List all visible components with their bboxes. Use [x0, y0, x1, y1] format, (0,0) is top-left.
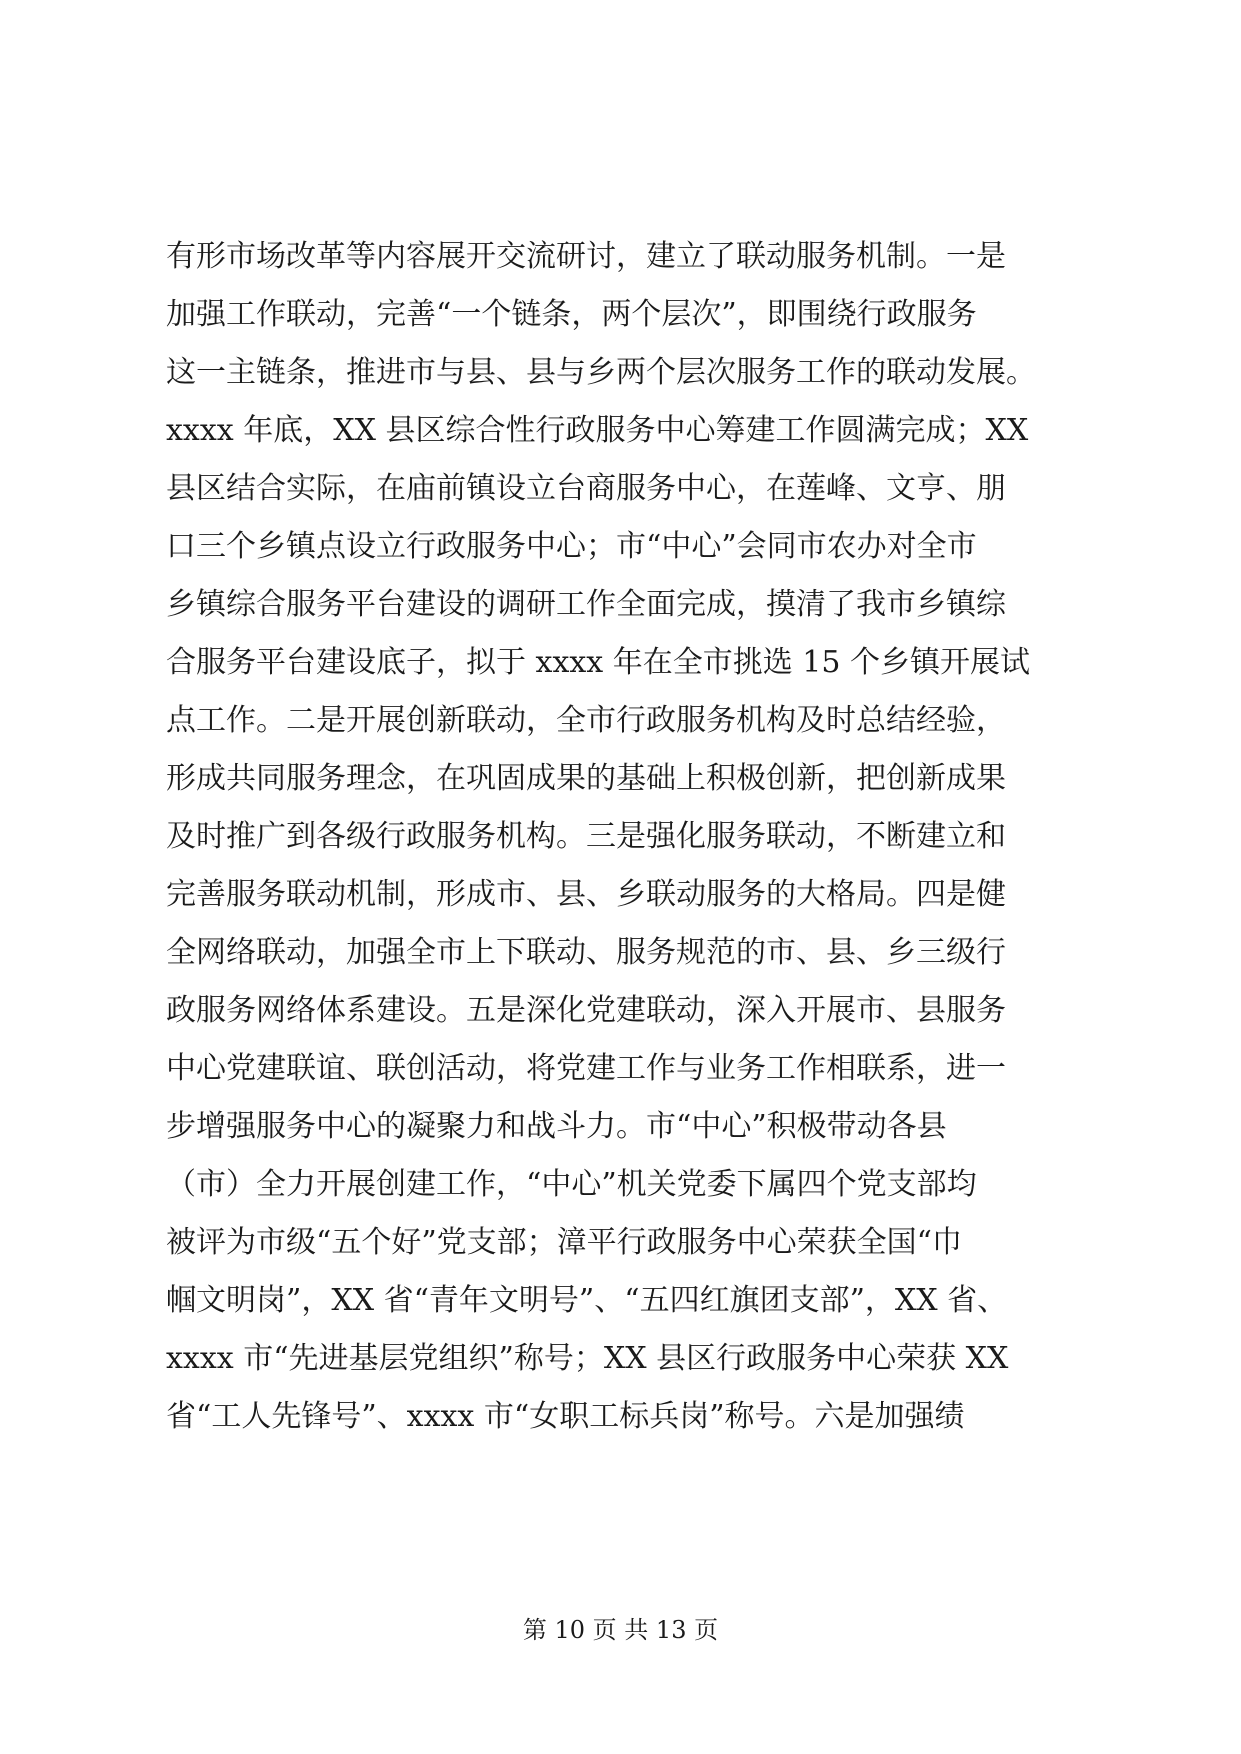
text-line: 全网络联动，加强全市上下联动、服务规范的市、县、乡三级行	[166, 935, 1006, 970]
text-line: 这一主链条，推进市与县、县与乡两个层次服务工作的联动发展。	[166, 355, 1036, 390]
text-line: 及时推广到各级行政服务机构。三是强化服务联动，不断建立和	[166, 819, 1006, 854]
text-line: 中心党建联谊、联创活动，将党建工作与业务工作相联系，进一	[166, 1051, 1006, 1086]
text-line: 形成共同服务理念，在巩固成果的基础上积极创新，把创新成果	[166, 761, 1006, 796]
text-line: 政服务网络体系建设。五是深化党建联动，深入开展市、县服务	[166, 993, 1006, 1028]
text-line: 帼文明岗”，XX 省“青年文明号”、“五四红旗团支部”，XX 省、	[166, 1283, 1008, 1318]
text-line: 口三个乡镇点设立行政服务中心；市“中心”会同市农办对全市	[166, 529, 977, 564]
text-line: 乡镇综合服务平台建设的调研工作全面完成，摸清了我市乡镇综	[166, 587, 1006, 622]
page-footer: 第 10 页 共 13 页	[522, 1616, 719, 1644]
text-line: 有形市场改革等内容展开交流研讨，建立了联动服务机制。一是	[166, 239, 1006, 274]
text-line: 省“工人先锋号”、xxxx 市“女职工标兵岗”称号。六是加强绩	[166, 1399, 965, 1434]
text-line: 步增强服务中心的凝聚力和战斗力。市“中心”积极带动各县	[166, 1109, 947, 1144]
text-line: 县区结合实际，在庙前镇设立台商服务中心，在莲峰、文亨、朋	[166, 471, 1006, 506]
text-line: 合服务平台建设底子，拟于 xxxx 年在全市挑选 15 个乡镇开展试	[166, 645, 1030, 680]
text-line: 完善服务联动机制，形成市、县、乡联动服务的大格局。四是健	[166, 877, 1006, 912]
text-line: （市）全力开展创建工作，“中心”机关党委下属四个党支部均	[166, 1167, 977, 1202]
text-line: 被评为市级“五个好”党支部；漳平行政服务中心荣获全国“巾	[166, 1225, 963, 1260]
text-line: xxxx 年底，XX 县区综合性行政服务中心筹建工作圆满完成；XX	[166, 413, 1029, 448]
text-line: 加强工作联动，完善“一个链条，两个层次”，即围绕行政服务	[166, 297, 977, 332]
body-text	[166, 228, 1084, 1446]
text-line: 点工作。二是开展创新联动，全市行政服务机构及时总结经验，	[166, 703, 1006, 738]
text-line: xxxx 市“先进基层党组织”称号；XX 县区行政服务中心荣获 XX	[166, 1341, 1009, 1376]
